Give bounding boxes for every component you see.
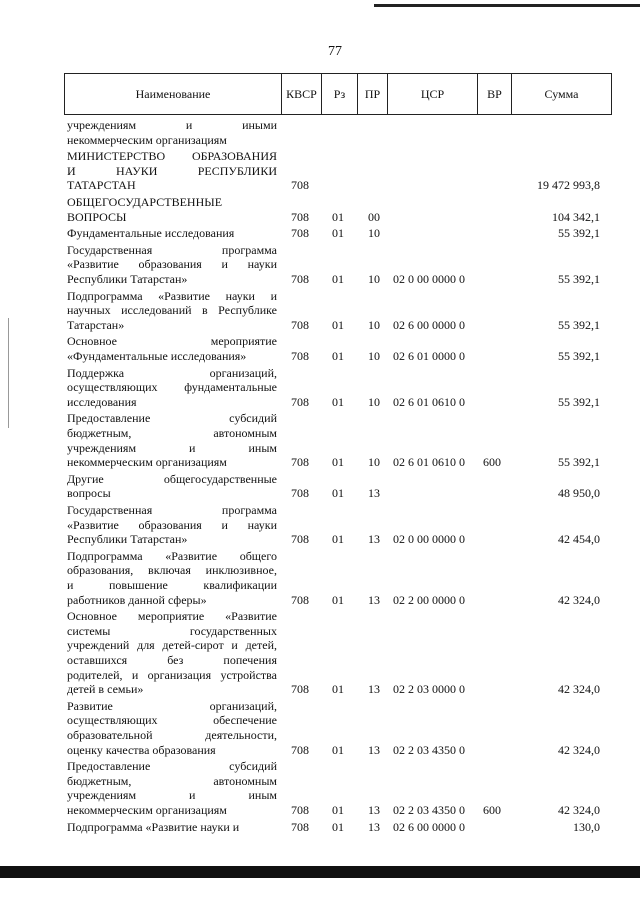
cell-name — [67, 759, 277, 817]
header-kvsr: КВСР — [281, 74, 321, 114]
cell-rz: 01 — [332, 348, 344, 363]
cell-kvsr: 708 — [291, 226, 309, 241]
cell-name-line: осуществляющих фундаментальные — [67, 380, 277, 395]
cell-kvsr: 708 — [291, 317, 309, 332]
cell-kvsr: 708 — [291, 209, 309, 224]
cell-sum: 130,0 — [573, 819, 600, 834]
cell-name — [67, 226, 277, 241]
cell-csr: 02 2 03 4350 0 — [393, 742, 465, 757]
cell-name-line: и повышение квалификации — [67, 577, 277, 592]
cell-csr: 02 0 00 0000 0 — [393, 532, 465, 547]
scan-top-edge-bar — [374, 4, 640, 7]
cell-kvsr: 708 — [291, 271, 309, 286]
cell-pr: 10 — [368, 226, 380, 241]
cell-name-line: исследования — [67, 394, 137, 409]
cell-name-line: Другие общегосударственные — [67, 471, 277, 486]
table-row — [64, 118, 612, 147]
page-number: 77 — [328, 44, 342, 59]
cell-kvsr: 708 — [291, 742, 309, 757]
cell-rz: 01 — [332, 209, 344, 224]
cell-kvsr: 708 — [291, 455, 309, 470]
cell-rz: 01 — [332, 317, 344, 332]
cell-pr: 10 — [368, 394, 380, 409]
cell-name-line: Основное мероприятие — [67, 334, 277, 349]
header-sum: Сумма — [511, 74, 611, 114]
cell-sum: 55 392,1 — [558, 394, 600, 409]
cell-kvsr: 708 — [291, 532, 309, 547]
cell-name-line: «Развитие образования и науки — [67, 257, 277, 272]
cell-pr: 13 — [368, 486, 380, 501]
cell-sum: 42 324,0 — [558, 682, 600, 697]
cell-pr: 10 — [368, 348, 380, 363]
cell-name — [67, 609, 277, 697]
cell-name-line: Подпрограмма «Развитие общего — [67, 548, 277, 563]
cell-vr: 600 — [483, 455, 501, 470]
table-row — [64, 472, 612, 501]
scan-left-margin-mark — [8, 318, 9, 428]
table-row — [64, 699, 612, 757]
cell-name — [67, 549, 277, 607]
cell-name-line: работников данной сферы» — [67, 592, 207, 607]
scan-bottom-edge-bar — [0, 866, 640, 878]
cell-rz: 01 — [332, 226, 344, 241]
cell-pr: 13 — [368, 592, 380, 607]
cell-rz: 01 — [332, 742, 344, 757]
cell-name — [67, 118, 277, 147]
cell-name-line: учреждениям и иным — [67, 788, 277, 803]
cell-name-line: Татарстан» — [67, 317, 125, 332]
cell-name-line: системы государственных — [67, 623, 277, 638]
table-row — [64, 226, 612, 241]
cell-kvsr: 708 — [291, 178, 309, 193]
cell-kvsr: 708 — [291, 682, 309, 697]
cell-name-line: И НАУКИ РЕСПУБЛИКИ — [67, 163, 277, 178]
cell-name — [67, 503, 277, 547]
cell-sum: 42 324,0 — [558, 802, 600, 817]
cell-pr: 13 — [368, 742, 380, 757]
cell-sum: 55 392,1 — [558, 226, 600, 241]
table-header — [64, 73, 612, 115]
cell-csr: 02 2 03 0000 0 — [393, 682, 465, 697]
cell-name-line: оценку качества образования — [67, 742, 216, 757]
cell-sum: 55 392,1 — [558, 348, 600, 363]
cell-name-line: осуществляющих обеспечение — [67, 713, 277, 728]
cell-sum: 55 392,1 — [558, 271, 600, 286]
cell-rz: 01 — [332, 532, 344, 547]
cell-name — [67, 289, 277, 333]
cell-name-line: бюджетным, автономным — [67, 425, 277, 440]
cell-pr: 10 — [368, 271, 380, 286]
table-row — [64, 759, 612, 817]
cell-name-line: некоммерческим организациям — [67, 802, 227, 817]
cell-kvsr: 708 — [291, 348, 309, 363]
cell-name-line: образования, включая инклюзивное, — [67, 563, 277, 578]
cell-kvsr: 708 — [291, 819, 309, 834]
cell-name-line: вопросы — [67, 486, 111, 501]
cell-rz: 01 — [332, 455, 344, 470]
cell-name-line: научных исследований в Республике — [67, 303, 277, 318]
cell-name-line: оставшихся без попечения — [67, 652, 277, 667]
cell-sum: 42 324,0 — [558, 592, 600, 607]
cell-name-line: родителей, и организация устройства — [67, 667, 277, 682]
cell-vr: 600 — [483, 802, 501, 817]
table-row — [64, 195, 612, 224]
cell-rz: 01 — [332, 682, 344, 697]
cell-name-line: ОБЩЕГОСУДАРСТВЕННЫЕ — [67, 195, 223, 209]
cell-kvsr: 708 — [291, 802, 309, 817]
cell-name — [67, 334, 277, 363]
table-row — [64, 609, 612, 697]
cell-csr: 02 6 00 0000 0 — [393, 317, 465, 332]
header-rz: Рз — [321, 74, 357, 114]
cell-name-line: «Развитие образования и науки — [67, 517, 277, 532]
cell-name — [67, 243, 277, 287]
cell-name-line: Развитие организаций, — [67, 698, 277, 713]
cell-csr: 02 6 00 0000 0 — [393, 819, 465, 834]
cell-sum: 42 454,0 — [558, 532, 600, 547]
cell-name-line: МИНИСТЕРСТВО ОБРАЗОВАНИЯ — [67, 149, 277, 164]
cell-csr: 02 6 01 0610 0 — [393, 394, 465, 409]
cell-pr: 13 — [368, 532, 380, 547]
cell-csr: 02 6 01 0610 0 — [393, 455, 465, 470]
table-row — [64, 503, 612, 547]
cell-rz: 01 — [332, 819, 344, 834]
cell-sum: 48 950,0 — [558, 486, 600, 501]
cell-sum: 55 392,1 — [558, 455, 600, 470]
cell-sum: 104 342,1 — [552, 209, 600, 224]
header-vr: ВР — [477, 74, 511, 114]
cell-name-line: учреждениям и иным — [67, 440, 277, 455]
cell-name-line: «Фундаментальные исследования» — [67, 348, 247, 363]
cell-rz: 01 — [332, 271, 344, 286]
cell-name-line: Государственная программа — [67, 242, 277, 257]
header-pr: ПР — [357, 74, 387, 114]
header-csr: ЦСР — [387, 74, 477, 114]
cell-csr: 02 6 01 0000 0 — [393, 348, 465, 363]
table-row — [64, 549, 612, 607]
cell-name-line: Подпрограмма «Развитие науки и — [67, 288, 277, 303]
cell-sum: 42 324,0 — [558, 742, 600, 757]
cell-rz: 01 — [332, 802, 344, 817]
cell-kvsr: 708 — [291, 486, 309, 501]
cell-name-line: бюджетным, автономным — [67, 773, 277, 788]
cell-rz: 01 — [332, 394, 344, 409]
cell-pr: 13 — [368, 819, 380, 834]
cell-pr: 10 — [368, 455, 380, 470]
cell-name-line: Государственная программа — [67, 503, 277, 517]
cell-name-line: Предоставление субсидий — [67, 411, 277, 426]
cell-name-line: учреждений для детей-сирот и детей, — [67, 638, 277, 653]
cell-name — [67, 149, 277, 193]
table-row — [64, 820, 612, 835]
cell-name-line: Республики Татарстан» — [67, 532, 188, 547]
cell-pr: 00 — [368, 209, 380, 224]
cell-name — [67, 195, 277, 224]
cell-name — [67, 820, 277, 835]
cell-name-line: Фундаментальные исследования — [67, 226, 235, 241]
cell-pr: 13 — [368, 682, 380, 697]
cell-rz: 01 — [332, 486, 344, 501]
table-row — [64, 334, 612, 363]
cell-csr: 02 0 00 0000 0 — [393, 271, 465, 286]
cell-name-line: Республики Татарстан» — [67, 271, 188, 286]
cell-name-line: Поддержка организаций, — [67, 365, 277, 380]
cell-csr: 02 2 00 0000 0 — [393, 592, 465, 607]
cell-name-line: Основное мероприятие «Развитие — [67, 609, 277, 624]
cell-name — [67, 472, 277, 501]
table-row — [64, 366, 612, 410]
header-name: Наименование — [135, 86, 211, 101]
cell-name-line: Предоставление субсидий — [67, 759, 277, 774]
cell-pr: 10 — [368, 317, 380, 332]
cell-name-line: учреждениям и иными — [67, 118, 277, 132]
cell-sum: 55 392,1 — [558, 317, 600, 332]
cell-name — [67, 411, 277, 469]
cell-name-line: ТАТАРСТАН — [67, 178, 136, 193]
cell-name-line: детей в семьи» — [67, 682, 144, 697]
cell-pr: 13 — [368, 802, 380, 817]
cell-name — [67, 366, 277, 410]
table-row — [64, 243, 612, 287]
cell-name-line: некоммерческим организациям — [67, 455, 227, 470]
cell-name-line: Подпрограмма «Развитие науки и — [67, 819, 240, 834]
cell-name-line: некоммерческим организациям — [67, 132, 227, 147]
cell-rz: 01 — [332, 592, 344, 607]
cell-name — [67, 699, 277, 757]
table-row — [64, 411, 612, 469]
cell-kvsr: 708 — [291, 394, 309, 409]
table-row — [64, 289, 612, 333]
cell-name-line: образовательной деятельности, — [67, 727, 277, 742]
table-row — [64, 149, 612, 193]
cell-sum: 19 472 993,8 — [537, 178, 600, 193]
cell-csr: 02 2 03 4350 0 — [393, 802, 465, 817]
cell-kvsr: 708 — [291, 592, 309, 607]
cell-name-line: ВОПРОСЫ — [67, 209, 127, 224]
